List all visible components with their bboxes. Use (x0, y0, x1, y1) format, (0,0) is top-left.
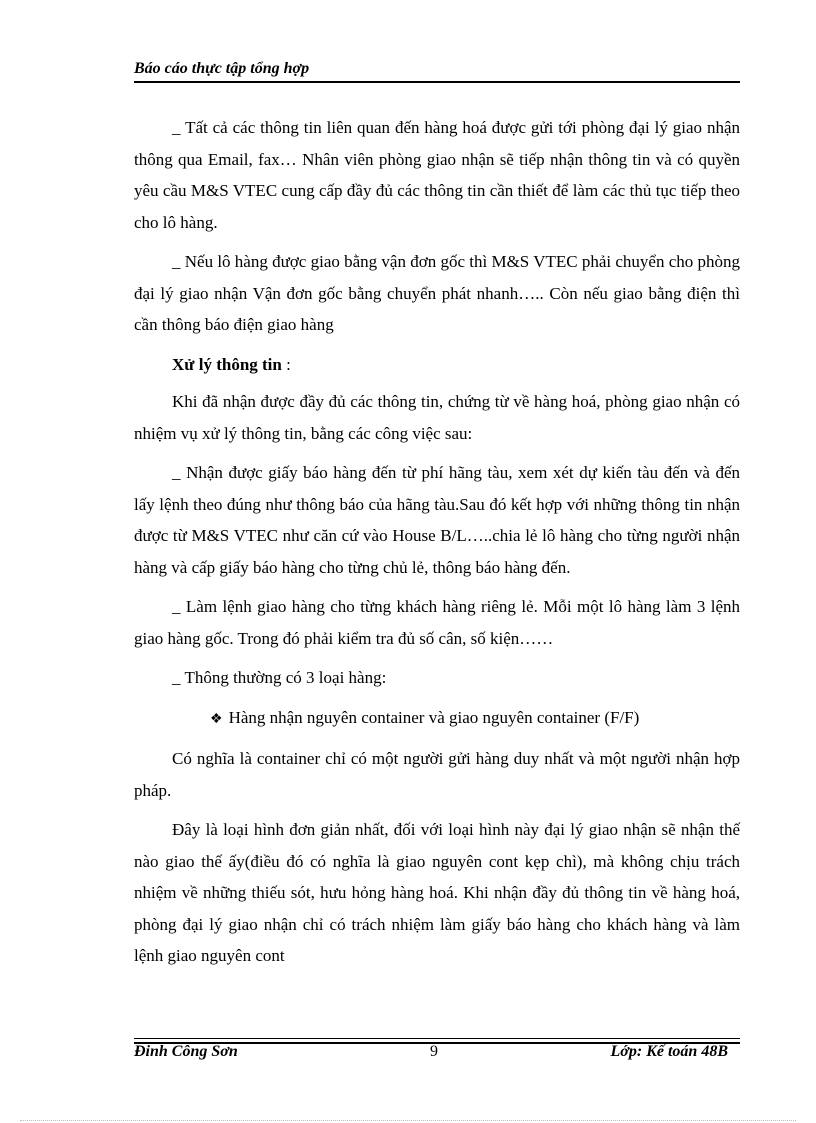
paragraph: _ Tất cả các thông tin liên quan đến hàng hoá được gửi tới phòng đại lý giao nhận thông qua Email, fax… Nhân viên phòng giao nhận sẽ tiếp nhận thông tin và có quyền yêu cầu M&S VTEC cung cấp đầy đủ các thông tin cần thiết để làm các thủ tục tiếp theo cho lô hàng. (134, 118, 740, 232)
paragraph: _ Thông thường có 3 loại hàng: (172, 668, 387, 687)
section-heading-colon: : (281, 354, 291, 374)
footer-divider (134, 1038, 740, 1039)
paragraph: Khi đã nhận được đầy đủ các thông tin, chứng từ về hàng hoá, phòng giao nhận có nhiệm vụ xử lý thông tin, bằng các công việc sau: (134, 392, 740, 443)
page-number: 9 (430, 1043, 438, 1060)
document-body (134, 112, 740, 980)
diamond-bullet-icon: ❖ (210, 711, 223, 727)
header-title: Báo cáo thực tập tổng hợp (134, 60, 310, 77)
bullet-item (134, 702, 740, 736)
paragraph: _ Làm lệnh giao hàng cho từng khách hàng riêng lẻ. Mỗi một lô hàng làm 3 lệnh giao hàng gốc. Trong đó phải kiểm tra đủ số cân, số kiện…… (134, 597, 740, 648)
paragraph: Có nghĩa là container chỉ có một người gửi hàng duy nhất và một người nhận hợp pháp. (134, 749, 740, 800)
paragraph: _ Nếu lô hàng được giao bằng vận đơn gốc thì M&S VTEC phải chuyển cho phòng đại lý giao nhận Vận đơn gốc bằng chuyển phát nhanh….. Còn nếu giao bằng điện thì cần thông báo điện giao hàng (134, 252, 740, 334)
section-heading-text: Xử lý thông tin (172, 354, 282, 374)
page-edge (20, 1120, 796, 1121)
header-divider (134, 81, 740, 83)
bullet-item-text: Hàng nhận nguyên container và giao nguyên container (F/F) (228, 707, 640, 727)
footer-class-info: Lớp: Kế toán 48B (610, 1043, 728, 1060)
paragraph: Đây là loại hình đơn giản nhất, đối với loại hình này đại lý giao nhận sẽ nhận thế nào giao thế ấy(điều đó có nghĩa là giao nguyên cont kẹp chì), mà không chịu trách nhiệm về những thiếu sót, hưu hỏng hàng hoá. Khi nhận đầy đủ thông tin về hàng hoá, phòng đại lý giao nhận chỉ có trách nhiệm làm giấy báo hàng cho khách hàng và làm lệnh giao nguyên cont (134, 820, 740, 965)
paragraph: _ Nhận được giấy báo hàng đến từ phí hãng tàu, xem xét dự kiến tàu đến và đến lấy lệnh theo đúng như thông báo của hãng tàu.Sau đó kết hợp với những thông tin nhận được từ M&S VTEC như căn cứ vào House B/L…..chia lẻ lô hàng cho từng người nhận hàng và cấp giấy báo hàng cho từng chủ lẻ, thông báo hàng đến. (134, 463, 740, 577)
section-heading (134, 349, 740, 381)
footer-author: Đinh Công Sơn (134, 1043, 238, 1060)
